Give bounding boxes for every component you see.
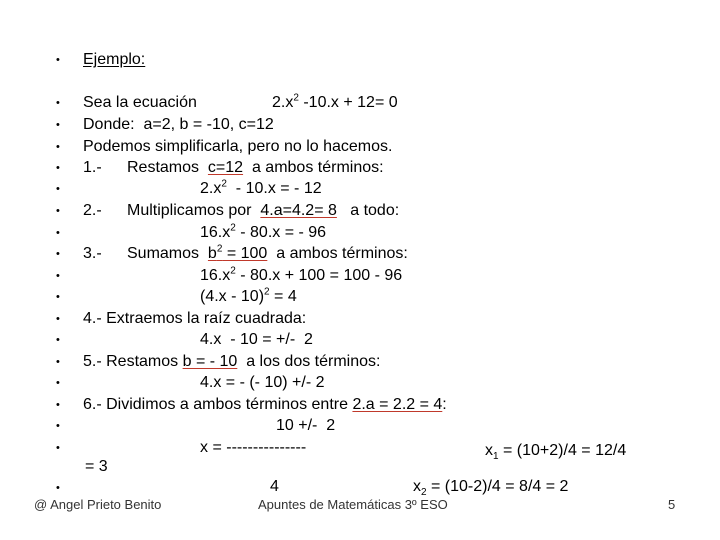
bullet: • [56, 227, 60, 239]
footer-course: Apuntes de Matemáticas 3º ESO [258, 497, 448, 512]
step-5-text: 5.- Restamos b = - 10 a los dos términos: [83, 353, 381, 370]
x1-result: = 3 [85, 458, 108, 475]
bullet: • [56, 162, 60, 174]
step-5-result: 4.x = - (- 10) +/- 2 [200, 374, 325, 391]
step-4-result: 4.x - 10 = +/- 2 [200, 331, 313, 348]
step-number: 3.- [83, 245, 102, 262]
bullet: • [56, 97, 60, 109]
bullet: • [56, 141, 60, 153]
simplify-note: Podemos simplificarla, pero no lo hacemos. [83, 138, 393, 155]
bullet: • [56, 183, 60, 195]
solution-x1: $x_1 = (10+2)/4 = 12/4$ [485, 442, 627, 463]
fraction-line: x = --------------- [200, 439, 307, 456]
equation-intro: Sea la ecuación [83, 94, 197, 111]
bullet: • [56, 399, 60, 411]
bullet: • [56, 119, 60, 131]
fraction-denominator: 4 [270, 478, 279, 495]
equation: $2.x^2$ -10.x + 12= 0 [272, 92, 398, 111]
step-1-result: $2.x^2 - 10.x$ = - 12 [200, 178, 322, 197]
step-number: 2.- [83, 202, 102, 219]
bullet: • [56, 313, 60, 325]
step-3-text: Sumamos $b^2 = 100$ a ambos términos: [127, 243, 408, 262]
bullet: • [56, 270, 60, 282]
fraction-numerator: 10 +/- 2 [276, 417, 336, 434]
bullet: • [56, 356, 60, 368]
square-binomial: (4.x - 10)$^2$ = 4 [200, 286, 297, 305]
step-2-text: Multiplicamos por 4.a=4.2= 8 a todo: [127, 202, 400, 219]
step-2-result: $16.x^2 - 80.x$ = - 96 [200, 222, 327, 241]
bullet: • [56, 334, 60, 346]
bullet: • [56, 54, 60, 66]
page-number: 5 [668, 497, 676, 512]
bullet: • [56, 205, 60, 217]
bullet: • [56, 291, 60, 303]
bullet: • [56, 377, 60, 389]
bullet: • [56, 442, 60, 454]
bullet: • [56, 248, 60, 260]
slide-heading: Ejemplo: [83, 51, 146, 68]
step-4-text: 4.- Extraemos la raíz cuadrada: [83, 310, 307, 327]
step-6-text: 6.- Dividimos a ambos términos entre 2.a = 2.2 = 4: [83, 396, 447, 413]
footer-author: @ Angel Prieto Benito [34, 497, 162, 512]
bullet: • [56, 420, 60, 432]
solution-x2: $x_2 = (10-2)/4 = 8/4 = 2$ [413, 478, 569, 499]
step-1-text: Restamos c=12 a ambos términos: [127, 159, 384, 176]
coefficients-line: Donde: a=2, b = -10, c=12 [83, 116, 274, 133]
step-number: 1.- [83, 159, 102, 176]
bullet: • [56, 482, 60, 494]
step-3-result: $16.x^2 - 80.x + 100 = 100 - 96$ [200, 265, 403, 284]
